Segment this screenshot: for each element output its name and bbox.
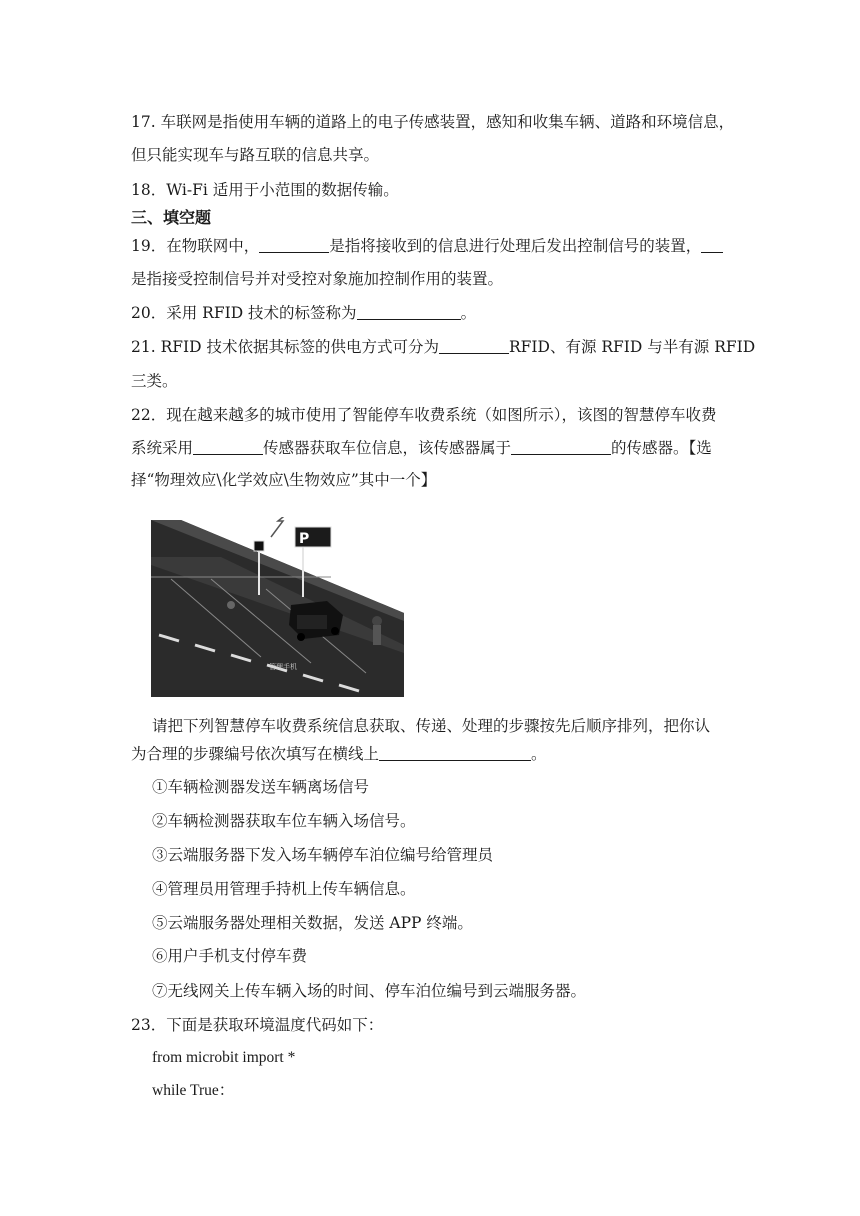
q18-line1: 18．Wi-Fi 适用于小范围的数据传输。 xyxy=(131,181,399,199)
q22-line2 xyxy=(131,438,712,458)
q22-intro-text-b: 。 xyxy=(531,745,547,763)
q19-blank-2[interactable] xyxy=(701,236,723,253)
section-title: 三、填空题 xyxy=(131,208,212,227)
q22-step-4: ④管理员用管理手持机上传车辆信息。 xyxy=(152,880,416,898)
q21-line1 xyxy=(131,337,755,357)
q21-text-b: RFID、有源 RFID 与半有源 RFID xyxy=(508,338,756,356)
parking-sign-letter: P xyxy=(299,531,310,547)
q19-text-b: 是指将接收到的信息进行处理后发出控制信号的装置， xyxy=(329,237,702,255)
q22-order-blank[interactable] xyxy=(379,744,531,761)
q21-text-a: 21. RFID 技术依据其标签的供电方式可分为 xyxy=(131,338,439,356)
q22-step-1: ①车辆检测器发送车辆离场信号 xyxy=(152,778,370,796)
q23-line1: 23．下面是获取环境温度代码如下： xyxy=(131,1016,384,1034)
smart-parking-figure xyxy=(151,517,404,697)
q22-line3: 择“物理效应\化学效应\生物效应”其中一个】 xyxy=(131,471,437,489)
q17-line2: 但只能实现车与路互联的信息共享。 xyxy=(131,146,380,164)
q23-code-line1: from microbit import * xyxy=(152,1049,296,1066)
q23-code-line2: while True： xyxy=(152,1082,235,1099)
q19-blank-1[interactable] xyxy=(259,236,329,253)
q22-intro-line1: 请把下列智慧停车收费系统信息获取、传递、处理的步骤按先后顺序排列，把你认 xyxy=(152,717,711,735)
q22-line1: 22．现在越来越多的城市使用了智能停车收费系统（如图所示），该图的智慧停车收费 xyxy=(131,406,717,424)
q22-text-b: 传感器获取车位信息，该传感器属于 xyxy=(263,439,512,457)
q19-text-a: 19．在物联网中， xyxy=(131,237,260,255)
q22-blank-2[interactable] xyxy=(511,438,611,455)
q22-blank-1[interactable] xyxy=(193,438,263,455)
q19-line2: 是指接受控制信号并对受控对象施加控制作用的装置。 xyxy=(131,270,504,288)
figure-device-label: 管理手机 xyxy=(269,663,297,671)
q22-intro-line2 xyxy=(131,744,547,764)
q17-line1: 17. 车联网是指使用车辆的道路上的电子传感装置，感知和收集车辆、道路和环境信息， xyxy=(131,113,735,131)
q20-blank[interactable] xyxy=(357,303,461,320)
q19-line1 xyxy=(131,236,723,256)
q21-line2: 三类。 xyxy=(131,372,178,390)
q22-step-6: ⑥用户手机支付停车费 xyxy=(152,947,308,965)
q20-text-a: 20．采用 RFID 技术的标签称为 xyxy=(131,304,357,322)
q22-intro-text-a: 为合理的步骤编号依次填写在横线上 xyxy=(131,745,380,763)
q22-step-5: ⑤云端服务器处理相关数据，发送 APP 终端。 xyxy=(152,914,473,932)
q22-text-a: 系统采用 xyxy=(131,439,194,457)
q20-line1 xyxy=(131,303,476,323)
q21-blank[interactable] xyxy=(439,337,509,354)
q22-step-2: ②车辆检测器获取车位车辆入场信号。 xyxy=(152,812,416,830)
q22-step-7: ⑦无线网关上传车辆入场的时间、停车泊位编号到云端服务器。 xyxy=(152,982,587,1000)
q22-step-3: ③云端服务器下发入场车辆停车泊位编号给管理员 xyxy=(152,846,494,864)
q22-text-c: 的传感器。【选 xyxy=(611,439,712,457)
q20-text-b: 。 xyxy=(460,304,477,322)
